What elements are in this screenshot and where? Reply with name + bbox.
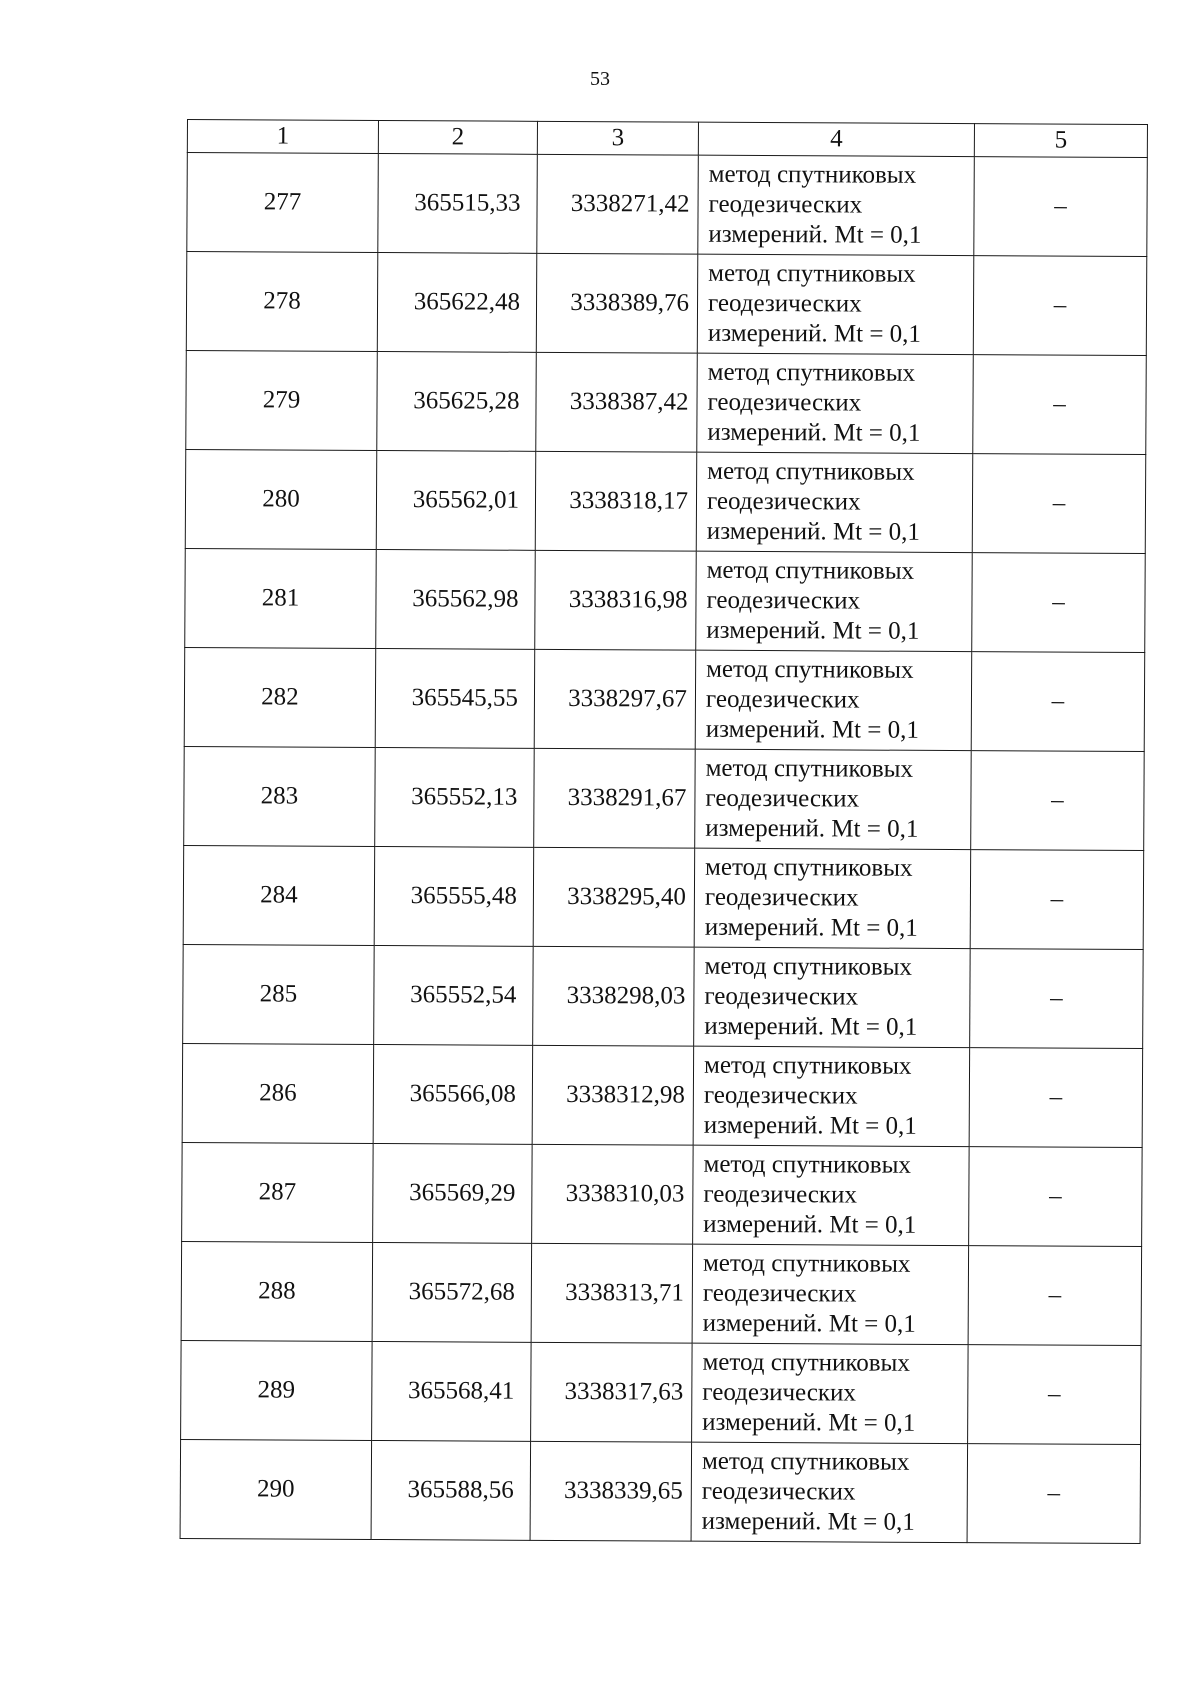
method-line: измерений. Mt = 0,1 [703, 1210, 917, 1239]
y-coordinate-cell: 3338387,42 [536, 352, 698, 452]
method-line: геодезических [705, 784, 860, 813]
column-header-3: 3 [537, 121, 698, 155]
method-line: геодезических [701, 1477, 856, 1506]
y-coordinate-cell: 3338318,17 [535, 451, 697, 551]
method-cell [698, 155, 975, 255]
method-line: метод спутниковых [708, 259, 916, 288]
x-coordinate-cell: 365562,98 [376, 549, 536, 649]
table-row [182, 1142, 1143, 1246]
method-line: измерений. Mt = 0,1 [702, 1309, 916, 1338]
method-line: геодезических [703, 1081, 858, 1110]
y-coordinate-cell: 3338312,98 [532, 1045, 694, 1145]
point-number-cell: 290 [180, 1439, 372, 1539]
table-row [183, 845, 1144, 949]
x-coordinate-cell: 365562,01 [376, 450, 536, 550]
method-line: метод спутниковых [707, 457, 915, 486]
x-coordinate-cell: 365569,29 [373, 1143, 533, 1243]
table-row [185, 449, 1146, 553]
point-number-cell: 286 [182, 1043, 374, 1143]
table-row [181, 1340, 1142, 1444]
method-line: геодезических [707, 289, 862, 318]
method-line: измерений. Mt = 0,1 [703, 1111, 917, 1140]
method-line: метод спутниковых [706, 655, 914, 684]
method-line: геодезических [707, 388, 862, 417]
column-header-5: 5 [974, 124, 1147, 158]
y-coordinate-cell: 3338316,98 [535, 550, 697, 650]
note-cell: – [973, 256, 1147, 356]
note-cell: – [969, 1147, 1143, 1247]
method-line: геодезических [706, 487, 861, 516]
method-line: измерений. Mt = 0,1 [701, 1507, 915, 1536]
note-cell: – [971, 652, 1145, 752]
method-line: геодезических [704, 883, 859, 912]
method-line: геодезических [708, 190, 863, 219]
table-row [180, 1439, 1141, 1543]
method-line: измерений. Mt = 0,1 [706, 616, 920, 645]
x-coordinate-cell: 365625,28 [377, 351, 537, 451]
y-coordinate-cell: 3338271,42 [537, 154, 699, 254]
note-cell: – [967, 1444, 1141, 1544]
method-line: измерений. Mt = 0,1 [705, 814, 919, 843]
method-line: метод спутниковых [702, 1348, 910, 1377]
method-line: геодезических [704, 982, 859, 1011]
method-cell [692, 1244, 969, 1344]
header-row [187, 120, 1147, 158]
table-row [181, 1241, 1142, 1345]
method-cell [696, 551, 973, 651]
method-cell [697, 353, 974, 453]
column-header-2: 2 [378, 121, 537, 155]
note-cell: – [968, 1246, 1142, 1346]
note-cell: – [974, 157, 1148, 257]
table-row [183, 944, 1144, 1048]
method-line: измерений. Mt = 0,1 [706, 517, 920, 546]
method-cell [696, 452, 973, 552]
method-line: измерений. Mt = 0,1 [705, 715, 919, 744]
method-line: измерений. Mt = 0,1 [702, 1408, 916, 1437]
method-cell [693, 1145, 970, 1245]
note-cell: – [969, 1048, 1143, 1148]
method-cell [693, 1046, 970, 1146]
method-line: измерений. Mt = 0,1 [707, 418, 921, 447]
page-number: 53 [590, 68, 610, 90]
method-line: метод спутниковых [701, 1447, 910, 1476]
note-cell: – [972, 553, 1146, 653]
point-number-cell: 279 [186, 350, 378, 450]
method-line: геодезических [702, 1378, 857, 1407]
y-coordinate-cell: 3338298,03 [533, 946, 695, 1046]
method-line: метод спутниковых [706, 556, 915, 585]
y-coordinate-cell: 3338291,67 [534, 748, 696, 848]
method-line: метод спутниковых [705, 853, 913, 882]
method-line: метод спутниковых [703, 1150, 912, 1179]
point-number-cell: 281 [185, 548, 377, 648]
x-coordinate-cell: 365545,55 [375, 648, 535, 748]
x-coordinate-cell: 365588,56 [371, 1440, 531, 1540]
note-cell: – [968, 1345, 1142, 1445]
y-coordinate-cell: 3338297,67 [534, 649, 696, 749]
y-coordinate-cell: 3338295,40 [533, 847, 695, 947]
x-coordinate-cell: 365572,68 [372, 1242, 532, 1342]
method-cell [697, 254, 974, 354]
method-cell [692, 1343, 969, 1443]
table-row [185, 548, 1146, 652]
method-cell [695, 650, 972, 750]
y-coordinate-cell: 3338313,71 [531, 1243, 693, 1343]
point-number-cell: 277 [187, 153, 379, 253]
note-cell: – [970, 949, 1144, 1049]
note-cell: – [973, 355, 1147, 455]
x-coordinate-cell: 365555,48 [374, 846, 534, 946]
x-coordinate-cell: 365515,33 [378, 154, 538, 254]
table-row [186, 350, 1147, 454]
y-coordinate-cell: 3338310,03 [532, 1144, 694, 1244]
method-cell [691, 1442, 968, 1542]
column-header-1: 1 [187, 120, 378, 154]
method-line: измерений. Mt = 0,1 [704, 1012, 918, 1041]
note-cell: – [972, 454, 1146, 554]
method-line: геодезических [703, 1180, 858, 1209]
method-line: метод спутниковых [707, 358, 916, 387]
method-line: измерений. Mt = 0,1 [708, 220, 922, 249]
method-cell [694, 848, 971, 948]
x-coordinate-cell: 365552,13 [375, 747, 535, 847]
table-row [184, 647, 1145, 751]
table-header [187, 120, 1147, 158]
y-coordinate-cell: 3338339,65 [530, 1441, 692, 1541]
method-line: метод спутниковых [705, 754, 914, 783]
y-coordinate-cell: 3338317,63 [531, 1342, 693, 1442]
method-line: измерений. Mt = 0,1 [704, 913, 918, 942]
point-number-cell: 285 [183, 944, 375, 1044]
point-number-cell: 289 [181, 1340, 373, 1440]
x-coordinate-cell: 365566,08 [373, 1044, 533, 1144]
table-row [182, 1043, 1143, 1147]
method-line: метод спутниковых [702, 1249, 911, 1278]
point-number-cell: 288 [181, 1241, 373, 1341]
method-line: метод спутниковых [703, 1051, 912, 1080]
point-number-cell: 280 [185, 449, 377, 549]
y-coordinate-cell: 3338389,76 [536, 253, 698, 353]
table-row [187, 153, 1148, 257]
point-number-cell: 287 [182, 1142, 374, 1242]
method-line: геодезических [706, 586, 861, 615]
coordinates-table [180, 119, 1148, 1544]
table-row [184, 746, 1145, 850]
point-number-cell: 284 [183, 845, 375, 945]
x-coordinate-cell: 365552,54 [374, 945, 534, 1045]
method-line: измерений. Mt = 0,1 [707, 319, 922, 348]
table-row [186, 252, 1147, 356]
point-number-cell: 282 [184, 647, 376, 747]
point-number-cell: 283 [184, 746, 376, 846]
method-line: геодезических [702, 1279, 857, 1308]
column-header-4: 4 [698, 122, 974, 156]
method-line: метод спутниковых [704, 952, 913, 981]
x-coordinate-cell: 365622,48 [377, 253, 537, 353]
point-number-cell: 278 [186, 252, 378, 352]
method-line: геодезических [705, 685, 860, 714]
method-cell [695, 749, 972, 849]
note-cell: – [970, 850, 1144, 950]
method-cell [694, 947, 971, 1047]
x-coordinate-cell: 365568,41 [372, 1341, 532, 1441]
note-cell: – [971, 751, 1145, 851]
table-body [180, 153, 1147, 1544]
method-line: метод спутниковых [708, 160, 917, 189]
